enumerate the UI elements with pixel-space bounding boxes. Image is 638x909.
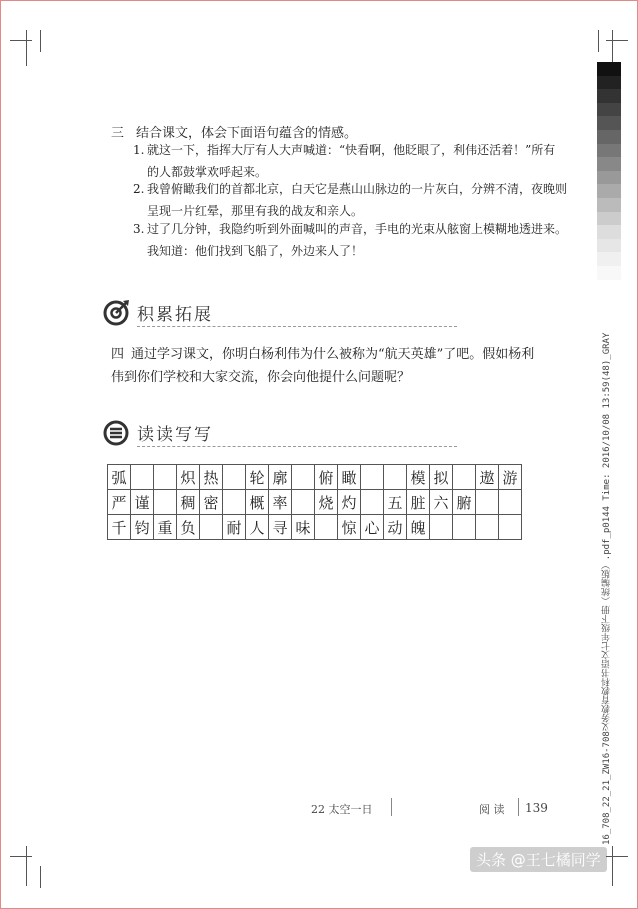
vocab-cell: 千 bbox=[108, 515, 131, 540]
vocab-cell: 拟 bbox=[430, 465, 453, 490]
vocab-cell: 烧 bbox=[315, 490, 338, 515]
vocab-cell: 遨 bbox=[476, 465, 499, 490]
item-line: 过了几分钟，我隐约听到外面喊叫的声音，手电的光束从舷窗上模糊地透进来。 bbox=[147, 222, 568, 236]
vocab-cell: 五 bbox=[384, 490, 407, 515]
item-number: 1. bbox=[133, 143, 145, 157]
print-info-text: 16_708_22_21_ZW16-708义务教育教科书语文七年级下册（统编版）.pdf_p0144 Time: 2016/10/08 13:59(48)_GRAY bbox=[602, 332, 612, 845]
vocab-cell: 动 bbox=[384, 515, 407, 540]
divider bbox=[137, 446, 457, 447]
vocab-cell bbox=[361, 465, 384, 490]
vocab-cell: 率 bbox=[269, 490, 292, 515]
vocab-cell: 概 bbox=[246, 490, 269, 515]
vocab-cell bbox=[200, 515, 223, 540]
divider bbox=[137, 326, 457, 327]
vocab-cell: 严 bbox=[108, 490, 131, 515]
item-number: 3. bbox=[133, 222, 145, 236]
vocab-cell: 瞰 bbox=[338, 465, 361, 490]
vocab-cell: 热 bbox=[200, 465, 223, 490]
page-number: 139 bbox=[525, 801, 548, 815]
list-lines-icon bbox=[103, 420, 129, 446]
vocab-cell bbox=[223, 490, 246, 515]
footer-divider bbox=[391, 798, 392, 816]
vocab-cell: 炽 bbox=[177, 465, 200, 490]
vocab-cell bbox=[292, 490, 315, 515]
vocab-cell: 谨 bbox=[131, 490, 154, 515]
section4-line2: 伟到你们学校和大家交流，你会向他提什么问题呢？ bbox=[111, 370, 411, 385]
vocab-cell: 负 bbox=[177, 515, 200, 540]
vocab-cell: 模 bbox=[407, 465, 430, 490]
vocab-cell: 弧 bbox=[108, 465, 131, 490]
vocab-cell bbox=[499, 515, 522, 540]
vocab-cell bbox=[223, 465, 246, 490]
vocab-row bbox=[108, 490, 522, 515]
vocab-cell bbox=[315, 515, 338, 540]
banner-accumulate-expand bbox=[103, 300, 463, 330]
vocab-cell bbox=[154, 490, 177, 515]
vocab-cell bbox=[430, 515, 453, 540]
vocab-cell bbox=[499, 490, 522, 515]
vocab-cell bbox=[476, 490, 499, 515]
vocab-cell: 惊 bbox=[338, 515, 361, 540]
item-line: 的人都鼓掌欢呼起来。 bbox=[147, 165, 268, 179]
vocab-cell bbox=[453, 515, 476, 540]
item-line: 我曾俯瞰我们的首都北京，白天它是燕山山脉边的一片灰白，分辨不清，夜晚则 bbox=[147, 182, 568, 196]
vocab-cell: 重 bbox=[154, 515, 177, 540]
list-item bbox=[133, 218, 568, 258]
section3-heading: 结合课文，体会下面语句蕴含的情感。 bbox=[136, 126, 358, 141]
item-line: 我知道：他们找到飞船了，外边来人了！ bbox=[147, 244, 364, 258]
list-item bbox=[133, 178, 568, 218]
vocab-row bbox=[108, 465, 522, 490]
banner-title: 读读写写 bbox=[137, 425, 213, 445]
gray-calibration-bar bbox=[597, 62, 621, 280]
banner-title: 积累拓展 bbox=[137, 305, 213, 325]
section4-line1: 通过学习课文，你明白杨利伟为什么被称为“航天英雄”了吧。假如杨利 bbox=[131, 347, 535, 362]
vocab-cell: 灼 bbox=[338, 490, 361, 515]
vocab-cell: 六 bbox=[430, 490, 453, 515]
vocab-cell bbox=[384, 465, 407, 490]
section3-number: 三 bbox=[111, 126, 125, 141]
target-arrow-icon bbox=[103, 300, 129, 326]
vocabulary-grid bbox=[107, 464, 522, 540]
vocab-cell: 心 bbox=[361, 515, 384, 540]
vocab-row bbox=[108, 515, 522, 540]
section4-number: 四 bbox=[111, 347, 125, 362]
vocab-cell bbox=[361, 490, 384, 515]
item-number: 2. bbox=[133, 182, 145, 196]
vocab-cell: 味 bbox=[292, 515, 315, 540]
vocab-cell bbox=[453, 465, 476, 490]
list-item bbox=[133, 139, 556, 179]
watermark: 头条 @王七橘同学 bbox=[470, 847, 607, 872]
item-line: 呈现一片红晕，那里有我的战友和亲人。 bbox=[147, 204, 364, 218]
item-line: 就这一下，指挥大厅有人大声喊道：“快看啊，他眨眼了，利伟还活着！”所有 bbox=[147, 143, 556, 157]
footer-section: 阅 读 bbox=[479, 803, 505, 816]
vocab-cell: 游 bbox=[499, 465, 522, 490]
vocab-cell bbox=[292, 465, 315, 490]
footer-lesson: 22 太空一日 bbox=[311, 803, 373, 816]
banner-read-write bbox=[103, 420, 463, 450]
vocab-cell: 钧 bbox=[131, 515, 154, 540]
vocab-cell bbox=[476, 515, 499, 540]
footer-divider bbox=[518, 798, 519, 816]
vocab-cell: 廓 bbox=[269, 465, 292, 490]
vocab-cell: 魄 bbox=[407, 515, 430, 540]
vocab-cell bbox=[131, 465, 154, 490]
vocab-cell: 人 bbox=[246, 515, 269, 540]
vocab-cell: 腑 bbox=[453, 490, 476, 515]
vocab-cell bbox=[154, 465, 177, 490]
vocab-cell: 耐 bbox=[223, 515, 246, 540]
vocab-cell: 稠 bbox=[177, 490, 200, 515]
vocab-cell: 脏 bbox=[407, 490, 430, 515]
vocab-cell: 轮 bbox=[246, 465, 269, 490]
vocab-cell: 寻 bbox=[269, 515, 292, 540]
vocab-cell: 俯 bbox=[315, 465, 338, 490]
vocab-cell: 密 bbox=[200, 490, 223, 515]
